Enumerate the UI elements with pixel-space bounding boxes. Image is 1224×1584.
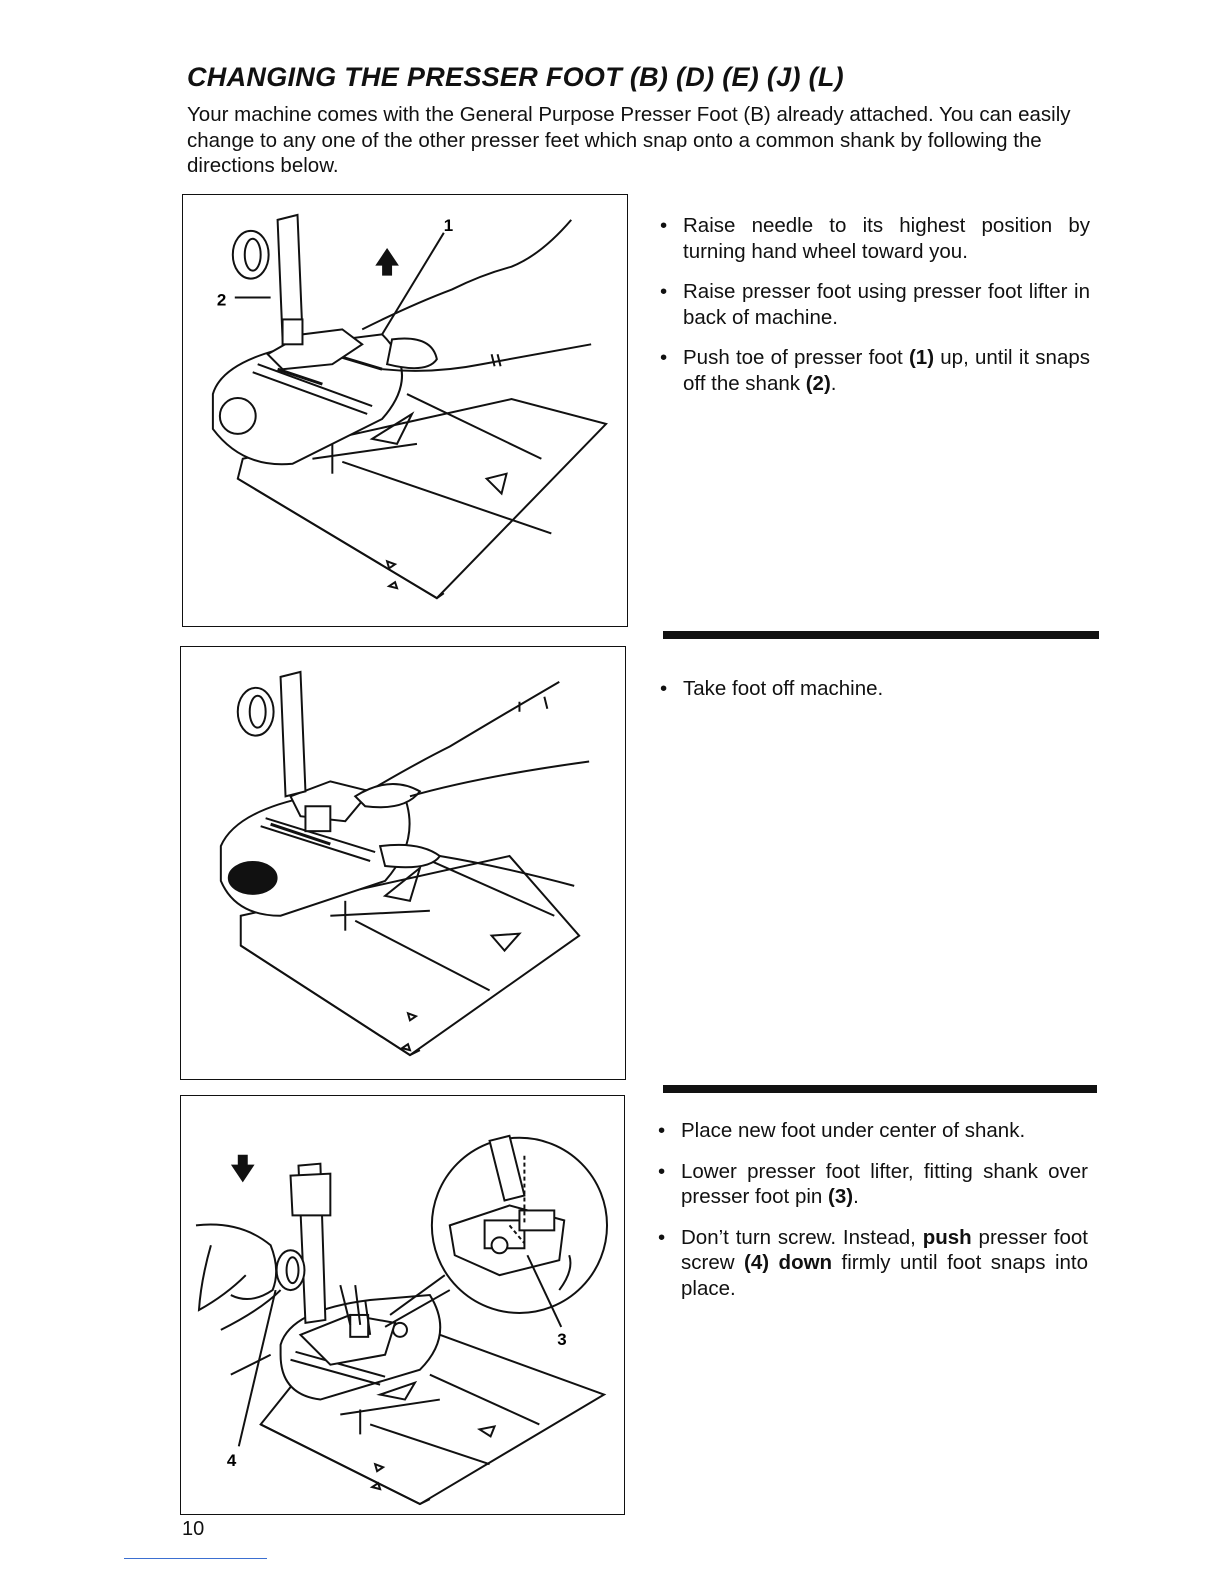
callout-3: 3 [557, 1329, 567, 1349]
step-lower-lifter: • Lower presser foot lifter, fitting shank over presser foot pin (3). [658, 1159, 1088, 1210]
section-divider [663, 631, 1099, 639]
steps-take-foot-off [660, 676, 1090, 717]
step-take-foot-off: • Take foot off machine. [660, 676, 1090, 702]
step-raise-presser-foot: • Raise presser foot using presser foot lifter in back of machine. [660, 279, 1090, 330]
step-place-new-foot: • Place new foot under center of shank. [658, 1118, 1088, 1144]
step-push-screw: • Don’t turn screw. Instead, push presser foot screw (4) down firmly until foot snaps into place. [658, 1225, 1088, 1302]
illustration-attach-foot [181, 1096, 624, 1514]
ref-2: (2) [805, 371, 831, 395]
step-raise-needle: • Raise needle to its highest position by turning hand wheel toward you. [660, 213, 1090, 264]
bottom-edge-line [124, 1558, 267, 1559]
emphasis-push: push [922, 1225, 972, 1249]
section-divider [663, 1085, 1097, 1093]
callout-4: 4 [226, 1451, 237, 1471]
ref-1: (1) [908, 346, 935, 369]
ref-3: (3) [828, 1185, 854, 1208]
intro-paragraph: Your machine comes with the General Purpose Presser Foot (B) already attached. You can easily change to any one of the other presser feet which snap onto a common shank by following the directions below. [187, 103, 1071, 177]
page-title: CHANGING THE PRESSER FOOT (B) (D) (E) (J) (L) [187, 62, 844, 92]
page-number: 10 [182, 1518, 205, 1540]
callout-1: 1 [443, 215, 454, 235]
illustration-remove-foot [183, 195, 627, 626]
steps-remove-foot [660, 213, 1090, 411]
step-push-toe: • Push toe of presser foot (1) up, until it snaps off the shank (2). [660, 345, 1090, 396]
ref-4-down: (4) down [744, 1251, 833, 1274]
figure-remove-foot [182, 194, 628, 627]
figure-take-foot-off [180, 646, 626, 1080]
steps-attach-foot [658, 1118, 1088, 1316]
callout-2: 2 [216, 290, 227, 310]
figure-attach-foot [180, 1095, 625, 1515]
illustration-take-foot-off [181, 647, 625, 1079]
